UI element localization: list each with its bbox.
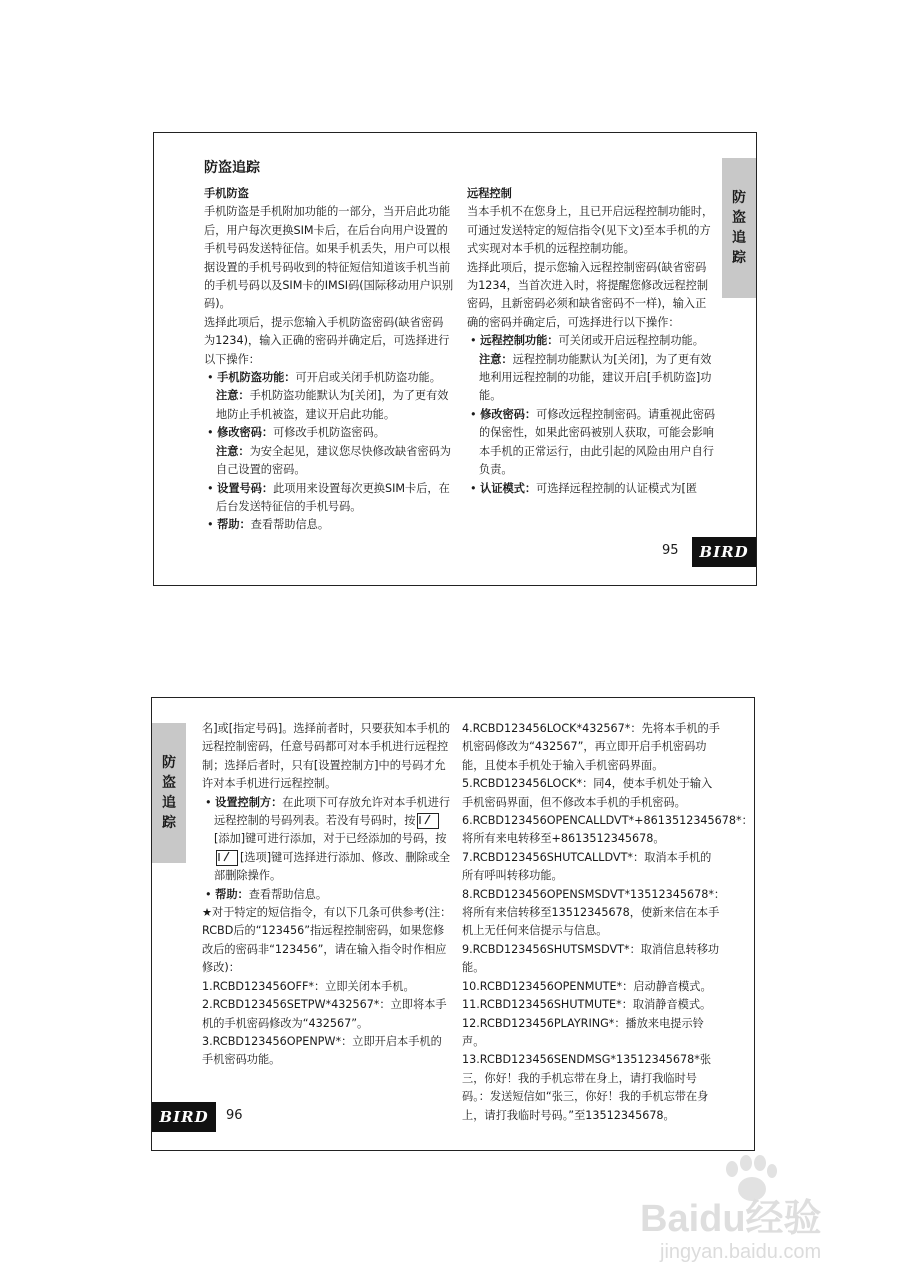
right-column — [467, 185, 717, 498]
bullet-text: 在此项下可存放允许对本手机进行远程控制的号码列表。若没有号码时，按 — [214, 795, 451, 828]
bullet-text: [添加]键可进行添加，对于已经添加的号码，按 — [214, 832, 447, 846]
page-number: 95 — [662, 543, 679, 558]
page-number: 96 — [226, 1108, 243, 1123]
tab-char: 防 — [162, 755, 176, 771]
watermark-url: jingyan.baidu.com — [660, 1241, 822, 1263]
bullet-mark: • — [205, 887, 216, 901]
paragraph: 2.RCBD123456SETPW*432567*：立即将本手机的手机密码修改为“432567”。 — [202, 998, 447, 1030]
bullet-label: 修改密码： — [480, 407, 537, 421]
bullet-text: [选项]键可选择进行添加、修改、删除或全部删除操作。 — [214, 850, 451, 883]
note-text: 手机防盗功能默认为[关闭]，为了更有效地防止手机被盗，建议开启此功能。 — [216, 389, 449, 421]
paragraph: ★对于特定的短信指令，有以下几条可供参考(注：RCBD后的“123456”指远程控制密码，如果您修改后的密码非“123456”，请在输入指令时作相应修改)： — [202, 906, 452, 975]
bullet-text: 可选择远程控制的认证模式为[匿 — [536, 481, 698, 495]
paragraph: 名]或[指定号码]。选择前者时，只要获知本手机的远程控制密码，任意号码都可对本手机进行远程控制；选择后者时，只有[设置控制方]中的号码才允许对本手机进行远程控制。 — [202, 722, 451, 791]
soft-key-icon — [216, 850, 238, 866]
tab-char: 盗 — [732, 210, 746, 226]
bullet-mark: • — [207, 371, 218, 385]
tab-char: 追 — [162, 795, 176, 811]
bullet-text: 可修改远程控制密码。请重视此密码的保密性，如果此密码被别人获取，可能会影响本手机的正常运行，由此引起的风险由用户自行负责。 — [479, 407, 716, 477]
manual-page-95 — [153, 132, 757, 586]
bullet-mark: • — [470, 407, 481, 421]
bullet-mark: • — [207, 481, 218, 495]
paragraph: 5.RCBD123456LOCK*：同4，使本手机处于输入手机密码界面，但不修改本手机的手机密码。 — [462, 777, 713, 809]
note-text: 远程控制功能默认为[关闭]，为了更有效地利用远程控制的功能，建议开启[手机防盗]功能。 — [479, 352, 712, 403]
bird-logo: BIRD — [152, 1102, 216, 1132]
paragraph: 选择此项后，提示您输入远程控制密码(缺省密码为1234，当首次进入时，将提醒您修改远程控制密码，且新密码必须和缺省密码不一样)，输入正确的密码并确定后，可选择进行以下操作： — [467, 260, 709, 329]
bullet-text: 此项用来设置每次更换SIM卡后，在后台发送特征信的手机号码。 — [216, 481, 450, 513]
bullet-mark: • — [470, 481, 481, 495]
bullet-text: 查看帮助信息。 — [248, 887, 328, 901]
subheading: 远程控制 — [467, 187, 512, 200]
paragraph: 当本手机不在您身上，且已开启远程控制功能时，可通过发送特定的短信指令(见下文)至本手机的方式实现对本手机的远程控制功能。 — [467, 205, 714, 256]
chapter-tab — [722, 158, 756, 298]
soft-key-icon — [417, 813, 439, 829]
bullet-item — [204, 516, 454, 534]
tab-char: 踪 — [732, 250, 746, 266]
watermark-brand: Baidu经验 — [640, 1198, 822, 1240]
bullet-text: 可开启或关闭手机防盗功能。 — [295, 371, 441, 385]
bullet-item — [204, 369, 454, 387]
bullet-mark: • — [205, 795, 216, 809]
bullet-item — [202, 794, 452, 886]
paragraph: 13.RCBD123456SENDMSG*13512345678*张三，你好！我的手机忘带在身上，请打我临时号码。：发送短信如“张三，你好！我的手机忘带在身上，请打我临时号码。”至13512345678。 — [462, 1053, 712, 1122]
bullet-item — [202, 886, 452, 904]
bullet-mark: • — [470, 334, 481, 348]
right-column — [462, 720, 753, 1125]
paragraph: 10.RCBD123456OPENMUTE*：启动静音模式。 — [462, 979, 712, 993]
bullet-text: 可修改手机防盗密码。 — [273, 426, 385, 440]
note-label: 注意： — [479, 352, 513, 366]
paragraph: 3.RCBD123456OPENPW*：立即开启本手机的手机密码功能。 — [202, 1034, 442, 1067]
paragraph: 手机防盗是手机附加功能的一部分，当开启此功能后，用户每次更换SIM卡后，在后台向用户设置的手机号码发送特征信。如果手机丢失，用户可以根据设置的手机号码收到的特征短信知道该手机当前的手机号码以及SIM卡的IMSI码(国际移动用户识别码)。 — [204, 205, 454, 311]
paragraph: 1.RCBD123456OFF*：立即关闭本手机。 — [202, 979, 415, 993]
section-title: 防盗追踪 — [204, 160, 260, 176]
bullet-item — [204, 424, 454, 442]
paragraph: 8.RCBD123456OPENSMSDVT*13512345678*：将所有来信转移至13512345678，使新来信在本手机上无任何来信提示与信息。 — [462, 887, 726, 938]
note-label: 注意： — [216, 444, 250, 458]
note — [204, 443, 454, 480]
bullet-text: 查看帮助信息。 — [250, 518, 330, 532]
bullet-item — [467, 480, 717, 498]
paragraph: 4.RCBD123456LOCK*432567*：先将本手机的手机密码修改为“432567”，再立即开启手机密码功能，且使本手机处于输入手机密码界面。 — [462, 722, 720, 772]
left-column — [204, 185, 454, 535]
subheading: 手机防盗 — [204, 187, 249, 200]
chapter-tab — [152, 723, 186, 863]
paragraph: 12.RCBD123456PLAYRING*：播放来电提示铃声。 — [462, 1016, 704, 1048]
bullet-item — [467, 332, 717, 350]
paragraph: 选择此项后，提示您输入手机防盗密码(缺省密码为1234)，输入正确的密码并确定后，可选择进行以下操作： — [204, 315, 450, 366]
note — [467, 351, 717, 406]
tab-char: 防 — [732, 190, 746, 206]
note — [204, 387, 454, 424]
paragraph: 7.RCBD123456SHUTCALLDVT*：取消本手机的所有呼叫转移功能。 — [462, 850, 712, 883]
bullet-label: 手机防盗功能： — [217, 371, 296, 385]
bullet-item — [467, 406, 717, 480]
paragraph: 9.RCBD123456SHUTSMSDVT*：取消信息转移功能。 — [462, 942, 720, 975]
bullet-label: 设置号码： — [217, 481, 274, 495]
bullet-label: 修改密码： — [217, 426, 274, 440]
bullet-text: 可关闭或开启远程控制功能。 — [558, 334, 704, 348]
tab-char: 追 — [732, 230, 746, 246]
note-text: 为安全起见，建议您尽快修改缺省密码为自己设置的密码。 — [216, 444, 451, 477]
manual-page-96 — [151, 697, 755, 1151]
paragraph: 11.RCBD123456SHUTMUTE*：取消静音模式。 — [462, 998, 712, 1012]
bullet-item — [204, 480, 454, 517]
tab-char: 踪 — [162, 815, 176, 831]
bullet-label: 设置控制方： — [215, 795, 283, 809]
bullet-label: 远程控制功能： — [480, 334, 559, 348]
tab-char: 盗 — [162, 775, 176, 791]
note-label: 注意： — [216, 389, 250, 403]
bird-logo: BIRD — [692, 537, 756, 567]
left-column — [202, 720, 452, 1070]
baidu-watermark — [640, 1155, 870, 1275]
bullet-label: 帮助： — [215, 887, 249, 901]
bullet-label: 认证模式： — [480, 481, 537, 495]
bullet-label: 帮助： — [217, 518, 251, 532]
bullet-mark: • — [207, 518, 218, 532]
paragraph: 6.RCBD123456OPENCALLDVT*+8613512345678*：将所有来电转移至+8613512345678。 — [462, 814, 753, 846]
bullet-mark: • — [207, 426, 218, 440]
